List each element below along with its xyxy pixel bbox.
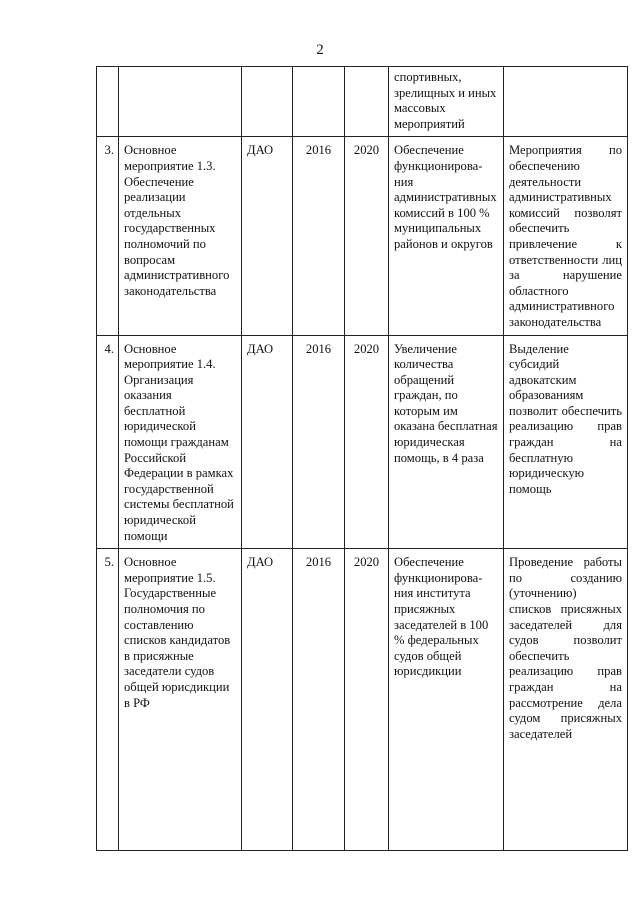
row-number xyxy=(97,67,119,137)
table-row xyxy=(97,137,628,335)
measure-name: Основное мероприятие 1.5. Государственные полномочия по составлению списков кандидатов в присяжные заседатели судов общей юрисдикции в РФ xyxy=(119,549,242,851)
measure-name xyxy=(119,67,242,137)
row-number: 3. xyxy=(97,137,119,335)
start-year: 2016 xyxy=(293,335,345,549)
start-year xyxy=(293,67,345,137)
expected-result: спортивных, зрелищных и иных массовых мероприятий xyxy=(389,67,504,137)
effect-description: Мероприятия по обеспечению деятельности административных комиссий позволят обеспечить привлечение к ответственности лиц за нарушение областного административного законодательства xyxy=(504,137,628,335)
end-year: 2020 xyxy=(345,335,389,549)
expected-result: Обеспечение функционирова-ния института присяжных заседателей в 100 % федеральных судов общей юрисдикции xyxy=(389,549,504,851)
table-row xyxy=(97,67,628,137)
end-year: 2020 xyxy=(345,549,389,851)
effect-description xyxy=(504,67,628,137)
executor xyxy=(242,67,293,137)
executor: ДАО xyxy=(242,335,293,549)
row-number: 5. xyxy=(97,549,119,851)
measure-name: Основное мероприятие 1.3. Обеспечение реализации отдельных государственных полномочий по вопросам административного законодательства xyxy=(119,137,242,335)
effect-description: Проведение работы по созданию (уточнению) списков присяжных заседателей для судов позволит обеспечить реализацию прав граждан на рассмотрение дела судом присяжных заседателей xyxy=(504,549,628,851)
end-year xyxy=(345,67,389,137)
start-year: 2016 xyxy=(293,137,345,335)
end-year: 2020 xyxy=(345,137,389,335)
expected-result: Обеспечение функционирова-ния административных комиссий в 100 % муниципальных районов и округов xyxy=(389,137,504,335)
table-row xyxy=(97,335,628,549)
row-number: 4. xyxy=(97,335,119,549)
executor: ДАО xyxy=(242,549,293,851)
table-row xyxy=(97,549,628,851)
executor: ДАО xyxy=(242,137,293,335)
expected-result: Увеличение количества обращений граждан, по которым им оказана бесплатная юридическая помощь, в 4 раза xyxy=(389,335,504,549)
measures-table xyxy=(96,66,628,851)
start-year: 2016 xyxy=(293,549,345,851)
page-number: 2 xyxy=(316,42,324,58)
measure-name: Основное мероприятие 1.4. Организация оказания бесплатной юридической помощи гражданам Российской Федерации в рамках государственной системы бесплатной юридической помощи xyxy=(119,335,242,549)
effect-description: Выделение субсидий адвокатским образованиям позволит обеспечить реализацию прав граждан на бесплатную юридическую помощь xyxy=(504,335,628,549)
